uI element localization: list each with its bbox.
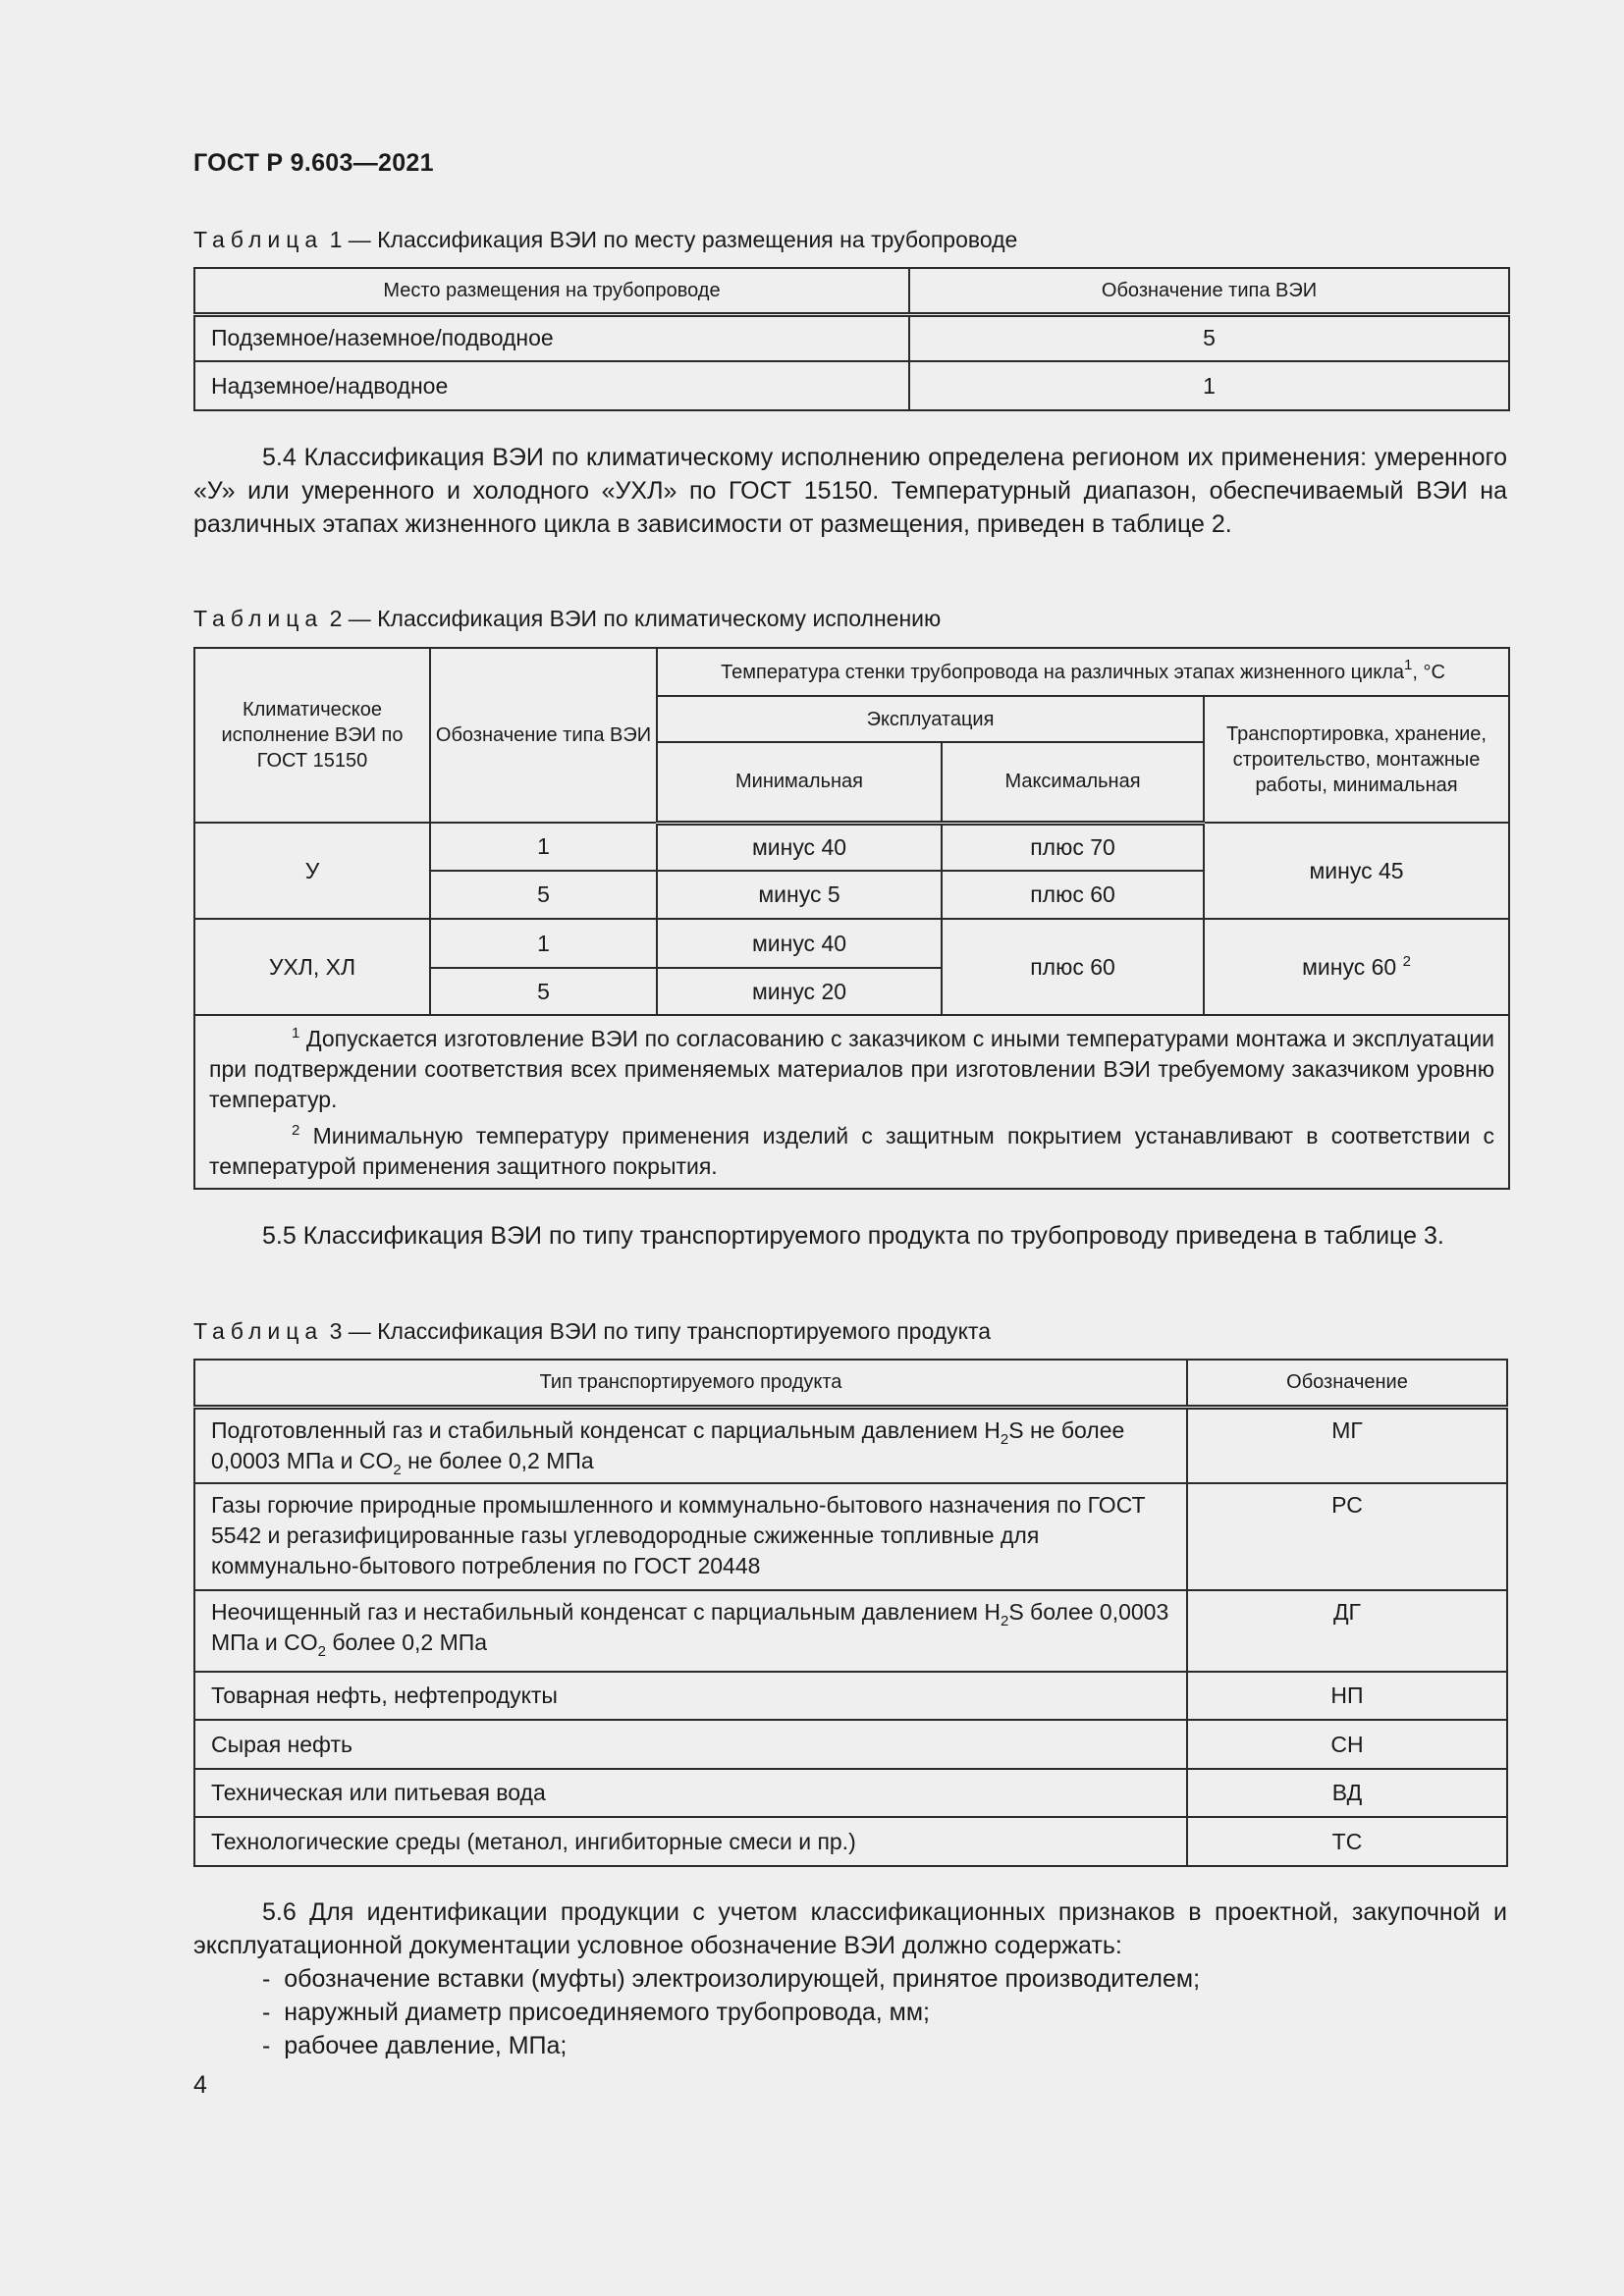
table3-cell-code: ДГ: [1187, 1590, 1507, 1672]
footnote-1: $^1$ Допускается изготовление ВЭИ по согласованию с заказчиком с иными температурами монтажа и эксплуатации при подтверждении соответствия всех применяемых материалов при изготовлении ВЭИ требуемому заказчиком уровню температур.: [209, 1025, 1495, 1112]
table3-cell-product: Техническая или питьевая вода: [194, 1769, 1187, 1817]
footnote-2: $^2$ Минимальную температуру применения изделий с защитным покрытием устанавливают в соответствии с температурой применения защитного покрытия.: [209, 1122, 1495, 1179]
list-item: - наружный диаметр присоединяемого трубопровода, мм;: [262, 1996, 1200, 2029]
table2-cell-min: минус 40: [657, 919, 942, 968]
table2-cell-transport: минус 60 $^2$: [1204, 919, 1509, 1015]
table2-header-type: Обозначение типа ВЭИ: [430, 648, 657, 823]
table2-footnotes: [194, 1015, 1509, 1189]
table2-cell-max: плюс 60: [942, 871, 1204, 919]
table2-caption: Таблица 2 — Классификация ВЭИ по климатическому исполнению: [193, 606, 942, 631]
table3-cell-product: Сырая нефть: [194, 1720, 1187, 1769]
table-row: [194, 1672, 1507, 1720]
table-row: [194, 919, 1509, 968]
table-row: [194, 1407, 1507, 1483]
table-row: [194, 361, 1509, 410]
table-row: [194, 1817, 1507, 1866]
table1-cell-type: 1: [909, 361, 1509, 410]
table1-header-location: Место размещения на трубопроводе: [194, 268, 909, 314]
table1-cell-location: Надземное/надводное: [194, 361, 909, 410]
table2-cell-type: 5: [430, 968, 657, 1015]
table2-cell-type: 1: [430, 823, 657, 871]
table3-cell-code: МГ: [1187, 1407, 1507, 1483]
table2-cell-min: минус 20: [657, 968, 942, 1015]
table2-header-climate: Климатическое исполнение ВЭИ по ГОСТ 15150: [194, 648, 430, 823]
table3-cell-product: Неочищенный газ и нестабильный конденсат с парциальным давлением $H_2S$ более 0,0003 МПа и $CO_2$ более 0,2 МПа: [194, 1590, 1187, 1672]
document-header: ГОСТ Р 9.603—2021: [193, 149, 434, 177]
table2-header-temperature: Температура стенки трубопровода на различных этапах жизненного цикла$^1$, °C: [657, 648, 1509, 696]
paragraph-5-5: 5.5 Классификация ВЭИ по типу транспортируемого продукта по трубопроводу приведена в таблице 3.: [262, 1222, 1444, 1250]
table2-header-max: Максимальная: [942, 742, 1204, 823]
table2-cell-transport: минус 45: [1204, 823, 1509, 919]
page-number: 4: [193, 2071, 207, 2099]
table-row: [194, 1590, 1507, 1672]
list-item: - обозначение вставки (муфты) электроизолирующей, принятое производителем;: [262, 1962, 1200, 1996]
table3-cell-code: НП: [1187, 1672, 1507, 1720]
table3-caption: Таблица 3 — Классификация ВЭИ по типу транспортируемого продукта: [193, 1318, 992, 1344]
table2-header-transport: Транспортировка, хранение, строительство, монтажные работы, минимальная: [1204, 696, 1509, 823]
table1-caption: Таблица 1 — Классификация ВЭИ по месту размещения на трубопроводе: [193, 227, 1018, 252]
table2-cell-type: 1: [430, 919, 657, 968]
table3-cell-code: СН: [1187, 1720, 1507, 1769]
table2-cell-max: плюс 70: [942, 823, 1204, 871]
paragraph-5-4: 5.4 Классификация ВЭИ по климатическому исполнению определена регионом их применения: умеренного «У» или умеренного и холодного «УХЛ» по ГОСТ 15150. Температурный диапазон, обеспечиваемый ВЭИ на различных этапах жизненного цикла в зависимости от размещения, приведен в таблице 2.: [193, 444, 1507, 538]
table3-cell-code: ТС: [1187, 1817, 1507, 1866]
table2-header-exploitation: Эксплуатация: [657, 696, 1204, 742]
table3-cell-code: РС: [1187, 1483, 1507, 1590]
table1-header-type: Обозначение типа ВЭИ: [909, 268, 1509, 314]
table1-cell-type: 5: [909, 314, 1509, 361]
table-row: [194, 314, 1509, 361]
table3-cell-product: Газы горючие природные промышленного и коммунально-бытового назначения по ГОСТ 5542 и регазифицированные газы углеводородные сжиженные топливные для коммунально-бытового потребления по ГОСТ 20448: [194, 1483, 1187, 1590]
table-row: [194, 1769, 1507, 1817]
list-item: - рабочее давление, МПа;: [262, 2029, 1200, 2062]
table-row: [194, 1720, 1507, 1769]
requirements-list: [262, 1962, 1200, 2062]
table2-cell-type: 5: [430, 871, 657, 919]
table2-cell-min: минус 40: [657, 823, 942, 871]
table3: [193, 1359, 1508, 1867]
table2: [193, 647, 1510, 1190]
table-row: [194, 1483, 1507, 1590]
table-row: [194, 823, 1509, 871]
table2-cell-max: плюс 60: [942, 919, 1204, 1015]
table2-header-min: Минимальная: [657, 742, 942, 823]
table2-cell-climate: У: [194, 823, 430, 919]
table3-cell-code: ВД: [1187, 1769, 1507, 1817]
table3-cell-product: Товарная нефть, нефтепродукты: [194, 1672, 1187, 1720]
table3-header-code: Обозначение: [1187, 1360, 1507, 1407]
table3-cell-product: Подготовленный газ и стабильный конденсат с парциальным давлением $H_2S$ не более 0,0003 МПа и $CO_2$ не более 0,2 МПа: [194, 1407, 1187, 1483]
table1-cell-location: Подземное/наземное/подводное: [194, 314, 909, 361]
table1: [193, 267, 1510, 411]
table2-cell-climate: УХЛ, ХЛ: [194, 919, 430, 1015]
paragraph-5-6: 5.6 Для идентификации продукции с учетом классификационных признаков в проектной, закупочной и эксплуатационной документации условное обозначение ВЭИ должно содержать:: [193, 1898, 1507, 1959]
table2-cell-min: минус 5: [657, 871, 942, 919]
table3-header-product: Тип транспортируемого продукта: [194, 1360, 1187, 1407]
table3-cell-product: Технологические среды (метанол, ингибиторные смеси и пр.): [194, 1817, 1187, 1866]
